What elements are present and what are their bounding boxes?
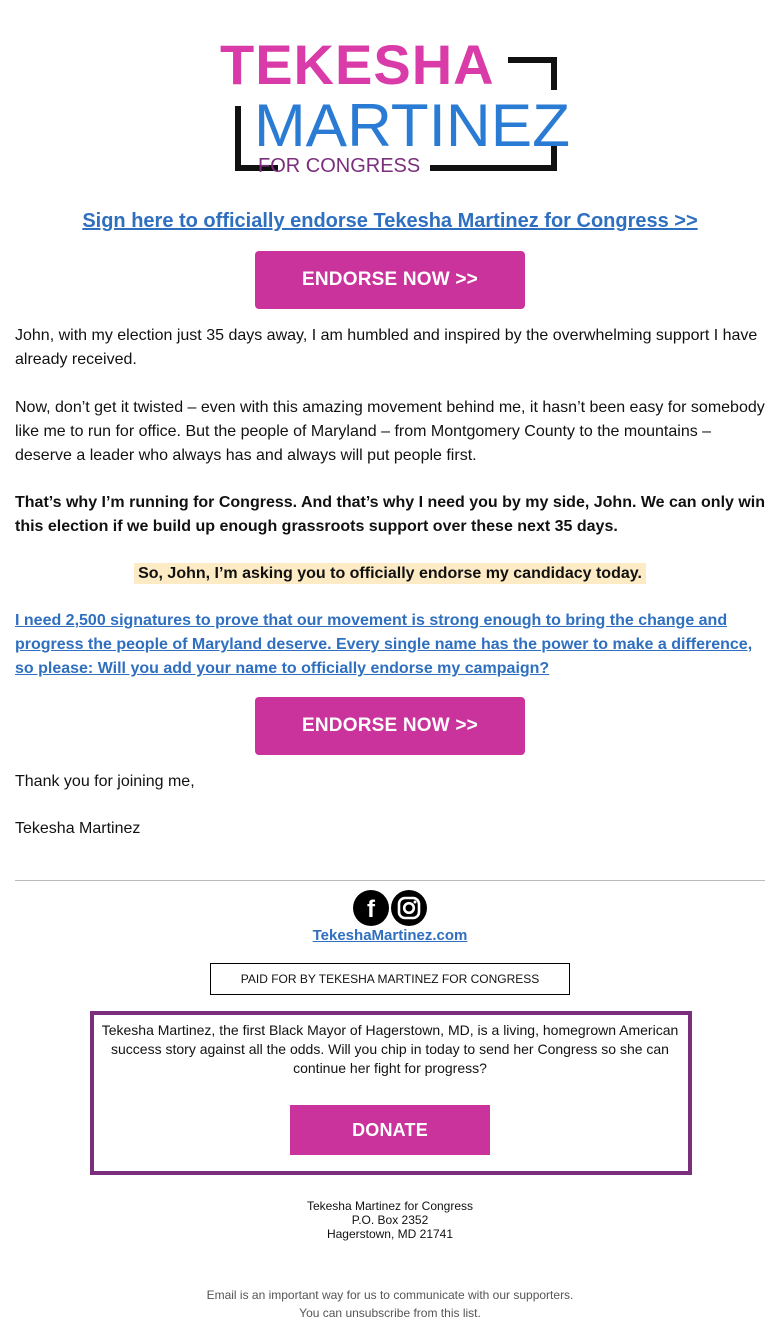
website-link[interactable]: TekeshaMartinez.com [312, 927, 468, 944]
signoff-thanks: Thank you for joining me, [15, 773, 195, 790]
logo-text-last-name: MARTINEZ [254, 92, 570, 159]
address-line-3: Hagerstown, MD 21741 [326, 1227, 454, 1241]
instagram-icon[interactable] [391, 890, 427, 926]
footer-divider [15, 880, 765, 881]
highlighted-ask [0, 562, 780, 586]
paid-for-disclaimer: PAID FOR BY TEKESHA MARTINEZ FOR CONGRESS [210, 963, 570, 995]
unsubscribe-note[interactable]: You can unsubscribe from this list. [299, 1306, 481, 1320]
highlighted-ask-text: So, John, I’m asking you to officially endorse my candidacy today. [134, 563, 646, 584]
svg-text:f: f [367, 896, 375, 923]
donate-text: Tekesha Martinez, the first Black Mayor of Hagerstown, MD, is a living, homegrown American success story against all the odds. Will you chip in today to send her Congress so she can continue her fight for progress? [101, 1022, 679, 1076]
body-paragraph-2: Now, don’t get it twisted – even with this amazing movement behind me, it hasn’t been easy for somebody like me to run for office. But the people of Maryland – from Montgomery County to the mountains – deserve a leader who always has and always will put people first. [15, 399, 765, 464]
mailing-address [0, 1199, 780, 1241]
campaign-logo [218, 34, 574, 180]
logo [0, 0, 780, 200]
facebook-icon[interactable] [353, 890, 389, 926]
address-line-1: Tekesha Martinez for Congress [306, 1199, 474, 1213]
logo-text-for-congress: FOR CONGRESS [258, 155, 421, 177]
body-paragraph-1: John, with my election just 35 days away, I am humbled and inspired by the overwhelming support I have already received. [15, 327, 758, 368]
footer-note-line-1: Email is an important way for us to communicate with our supporters. [206, 1288, 574, 1302]
body-paragraph-3: That’s why I’m running for Congress. And that’s why I need you by my side, John. We can only win this election if we build up enough grassroots support over these next 35 days. [15, 494, 766, 535]
address-line-2: P.O. Box 2352 [351, 1213, 429, 1227]
endorse-now-button-top[interactable]: ENDORSE NOW >> [255, 251, 525, 309]
endorse-top-link[interactable]: Sign here to officially endorse Tekesha Martinez for Congress >> [82, 210, 698, 232]
logo-text-first-name: TEKESHA [220, 34, 495, 96]
footer-note [0, 1286, 780, 1322]
donate-button[interactable]: DONATE [290, 1105, 490, 1155]
logo-bracket-top-right [508, 60, 554, 90]
signoff-name: Tekesha Martinez [15, 820, 141, 837]
signatures-link-paragraph[interactable]: I need 2,500 signatures to prove that our movement is strong enough to bring the change and progress the people of Maryland deserve. Every single name has the power to make a difference, so please: Will you add your name to officially endorse my campaign? [15, 612, 753, 677]
endorse-now-button-bottom[interactable]: ENDORSE NOW >> [255, 697, 525, 755]
